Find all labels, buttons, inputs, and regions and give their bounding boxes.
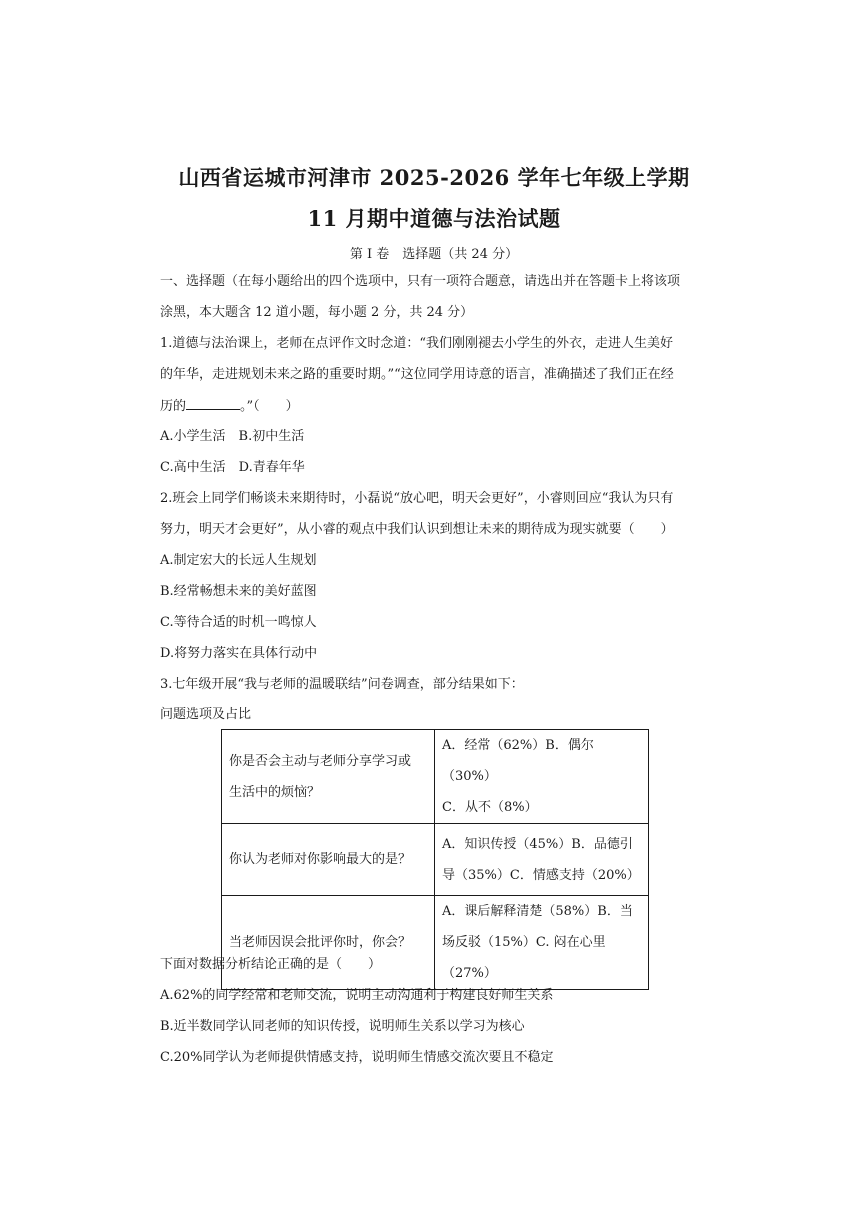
exam-title-line2: 11 月期中道德与法治试题 bbox=[307, 206, 561, 231]
table-question-line: 当老师因误会批评你时，你会？ bbox=[229, 935, 412, 950]
instructions-line1: 一、选择题（在每小题给出的四个选项中，只有一项符合题意，请选出并在答题卡上将该项 bbox=[160, 274, 681, 289]
table-answer-cell bbox=[435, 824, 649, 896]
q3-option-a: A.62%的同学经常和老师交流，说明主动沟通利于构建良好师生关系 bbox=[160, 988, 554, 1003]
table-question-cell bbox=[222, 730, 435, 824]
q3-prompt: 下面对数据分析结论正确的是（ ） bbox=[160, 957, 382, 972]
q1-stem-line1: 1.道德与法治课上，老师在点评作文时念道：“我们刚刚褪去小学生的外衣，走进人生美好 bbox=[160, 336, 674, 351]
q3-stem-line1: 3.七年级开展“我与老师的温暖联结”问卷调查，部分结果如下： bbox=[160, 677, 524, 692]
table-answer-line: A．经常（62%）B．偶尔（30%） bbox=[442, 738, 594, 784]
table-answer-line: A．课后解释清楚（58%）B．当 bbox=[442, 904, 633, 919]
q2-stem-line2: 努力，明天才会更好”，从小睿的观点中我们认识到想让未来的期待成为现实就要（ ） bbox=[160, 522, 674, 537]
q3-option-b: B.近半数同学认同老师的知识传授，说明师生关系以学习为核心 bbox=[160, 1019, 525, 1034]
q1-stem-line2: 的年华，走进规划未来之路的重要时期。”“这位同学用诗意的语言，准确描述了我们正在经 bbox=[160, 367, 674, 382]
survey-table bbox=[221, 729, 649, 990]
table-row bbox=[222, 824, 649, 896]
table-row bbox=[222, 896, 649, 990]
q1-options-row2: C.高中生活 D.青春年华 bbox=[160, 460, 305, 475]
q2-option-a: A.制定宏大的长远人生规划 bbox=[160, 553, 317, 568]
table-question-cell bbox=[222, 824, 435, 896]
table-caption: 问题选项及占比 bbox=[160, 707, 252, 722]
q2-option-c: C.等待合适的时机一鸣惊人 bbox=[160, 615, 317, 630]
q1-stem-line3 bbox=[160, 397, 299, 416]
table-question-line: 你是否会主动与老师分享学习或 bbox=[229, 753, 412, 769]
answer-blank bbox=[186, 397, 240, 410]
section-heading: 第 I 卷 选择题（共 24 分） bbox=[349, 247, 519, 262]
q2-stem-line1: 2.班会上同学们畅谈未来期待时，小磊说“放心吧，明天会更好”，小睿则回应“我认为只有 bbox=[160, 491, 674, 506]
q1-stem-line3-start: 历的 bbox=[160, 399, 187, 414]
table-answer-cell bbox=[435, 896, 649, 990]
instructions-line2: 涂黑，本大题含 12 道小题，每小题 2 分，共 24 分） bbox=[160, 305, 474, 320]
table-answer-line: C．从不（8%） bbox=[442, 800, 538, 815]
table-answer-line: A．知识传授（45%）B．品德引 bbox=[442, 836, 633, 852]
table-answer-cell bbox=[435, 730, 649, 824]
table-question-cell bbox=[222, 896, 435, 990]
exam-title-line1: 山西省运城市河津市 2025-2026 学年七年级上学期 bbox=[178, 165, 690, 190]
table-row bbox=[222, 730, 649, 824]
q2-option-b: B.经常畅想未来的美好蓝图 bbox=[160, 584, 317, 599]
table-question-line: 你认为老师对你影响最大的是？ bbox=[229, 852, 412, 867]
q2-option-d: D.将努力落实在具体行动中 bbox=[160, 646, 318, 661]
table-answer-line: 导（35%）C．情感支持（20%） bbox=[442, 867, 640, 883]
q1-options-row1: A.小学生活 B.初中生活 bbox=[160, 429, 305, 444]
q3-option-c: C.20%同学认为老师提供情感支持，说明师生情感交流次要且不稳定 bbox=[160, 1050, 554, 1065]
table-answer-line: 场反驳（15%）C. 闷在心里（27%） bbox=[442, 935, 606, 981]
q1-stem-line3-end: 。”（ ） bbox=[240, 399, 299, 414]
table-question-line: 生活中的烦恼？ bbox=[229, 784, 321, 800]
